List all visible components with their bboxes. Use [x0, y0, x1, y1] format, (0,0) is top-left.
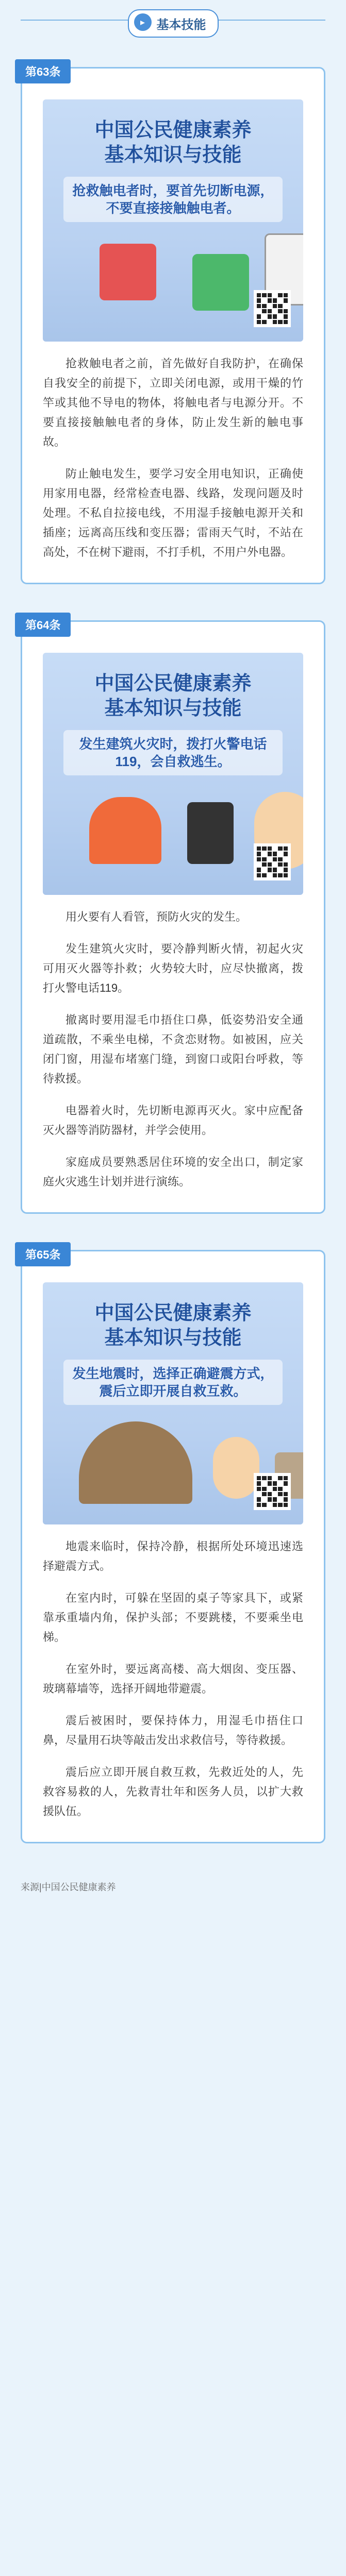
paragraph: 撤离时要用湿毛巾捂住口鼻，低姿势沿安全通道疏散，不乘坐电梯，不贪恋财物。如被困，应关闭门窗，用湿布堵塞门缝，到窗口或阳台呼救，等待救援。 — [43, 1013, 303, 1085]
poster-subtitle: 发生建筑火灾时，拨打火警电话119，会自救逃生。 — [63, 730, 283, 775]
qr-code-icon — [254, 290, 291, 327]
card-63 — [21, 67, 325, 584]
paragraph: 抢救触电者之前，首先做好自我防护，在确保自我安全的前提下，立即关闭电源，或用干燥的竹竿或其他不导电的物体，将触电者与电源分开。不要直接接触触电者的身体，防止发生新的触电事故。 — [43, 357, 303, 448]
phone-icon — [187, 802, 234, 864]
qr-code-icon — [254, 843, 291, 880]
checkmark-icon — [192, 254, 249, 311]
header-title: 基本技能 — [156, 18, 206, 32]
poster-title-line-1: 中国公民健康素养 — [94, 673, 252, 694]
card-badge: 第64条 — [15, 613, 71, 637]
poster — [43, 653, 303, 895]
poster-title-line-1: 中国公民健康素养 — [94, 120, 252, 141]
card-badge: 第65条 — [15, 1242, 71, 1266]
card-badge: 第63条 — [15, 59, 71, 83]
paragraph: 电器着火时，先切断电源再灭火。家中应配备灭火器等消防器材，并学会使用。 — [43, 1104, 303, 1137]
poster-title-line-2: 基本知识与技能 — [104, 698, 242, 719]
paragraph: 在室内时，可躲在坚固的桌子等家具下，或紧靠承重墙内角，保护头部；不要跳楼，不要乘坐电梯。 — [43, 1591, 303, 1643]
poster-title-line-2: 基本知识与技能 — [104, 1327, 242, 1349]
card-65 — [21, 1250, 325, 1843]
poster — [43, 99, 303, 342]
poster-title-line-2: 基本知识与技能 — [104, 144, 242, 166]
card-64 — [21, 620, 325, 1214]
paragraph: 在室外时，要远离高楼、高大烟囱、变压器、玻璃幕墙等，选择开阔地带避震。 — [43, 1663, 303, 1695]
warning-cross-icon — [100, 244, 156, 300]
header-pill — [128, 9, 219, 38]
paragraph: 防止触电发生，要学习安全用电知识，正确使用家用电器，经常检查电器、线路，发现问题及时处理。不私自拉接电线，不用湿手接触电源开关和插座；远离高压线和变压器；雷雨天气时，不站在高处，不在树下避雨，不打手机，不用户外电器。 — [43, 467, 303, 558]
poster-title — [43, 99, 303, 167]
paragraph: 震后被困时，要保持体力，用湿毛巾捂住口鼻，尽量用石块等敲击发出求救信号，等待救援。 — [43, 1714, 303, 1747]
paragraph: 发生建筑火灾时，要冷静判断火情，初起火灾可用灭火器等扑救；火势较大时，应尽快撤离，拨打火警电话119。 — [43, 942, 303, 994]
poster-subtitle: 抢救触电者时，要首先切断电源，不要直接接触触电者。 — [63, 177, 283, 222]
poster-title — [43, 653, 303, 721]
qr-code-icon — [254, 1473, 291, 1510]
fire-icon — [89, 797, 161, 864]
paragraph: 震后应立即开展自救互救，先救近处的人，先救容易救的人，先救青壮年和医务人员，以扩大救援队伍。 — [43, 1766, 303, 1818]
info-icon: ▸ — [134, 13, 152, 31]
page-header — [0, 0, 346, 67]
poster — [43, 1282, 303, 1524]
poster-title — [43, 1282, 303, 1350]
poster-subtitle: 发生地震时，选择正确避震方式，震后立即开展自救互救。 — [63, 1360, 283, 1405]
source-footer: 来源|中国公民健康素养 — [21, 1882, 116, 1892]
mountain-icon — [79, 1421, 192, 1504]
paragraph: 地震来临时，保持冷静，根据所处环境迅速选择避震方式。 — [43, 1540, 303, 1572]
person-icon — [213, 1437, 259, 1499]
paragraph: 用火要有人看管，预防火灾的发生。 — [65, 910, 248, 923]
paragraph: 家庭成员要熟悉居住环境的安全出口，制定家庭火灾逃生计划并进行演练。 — [43, 1156, 303, 1188]
poster-title-line-1: 中国公民健康素养 — [94, 1302, 252, 1324]
